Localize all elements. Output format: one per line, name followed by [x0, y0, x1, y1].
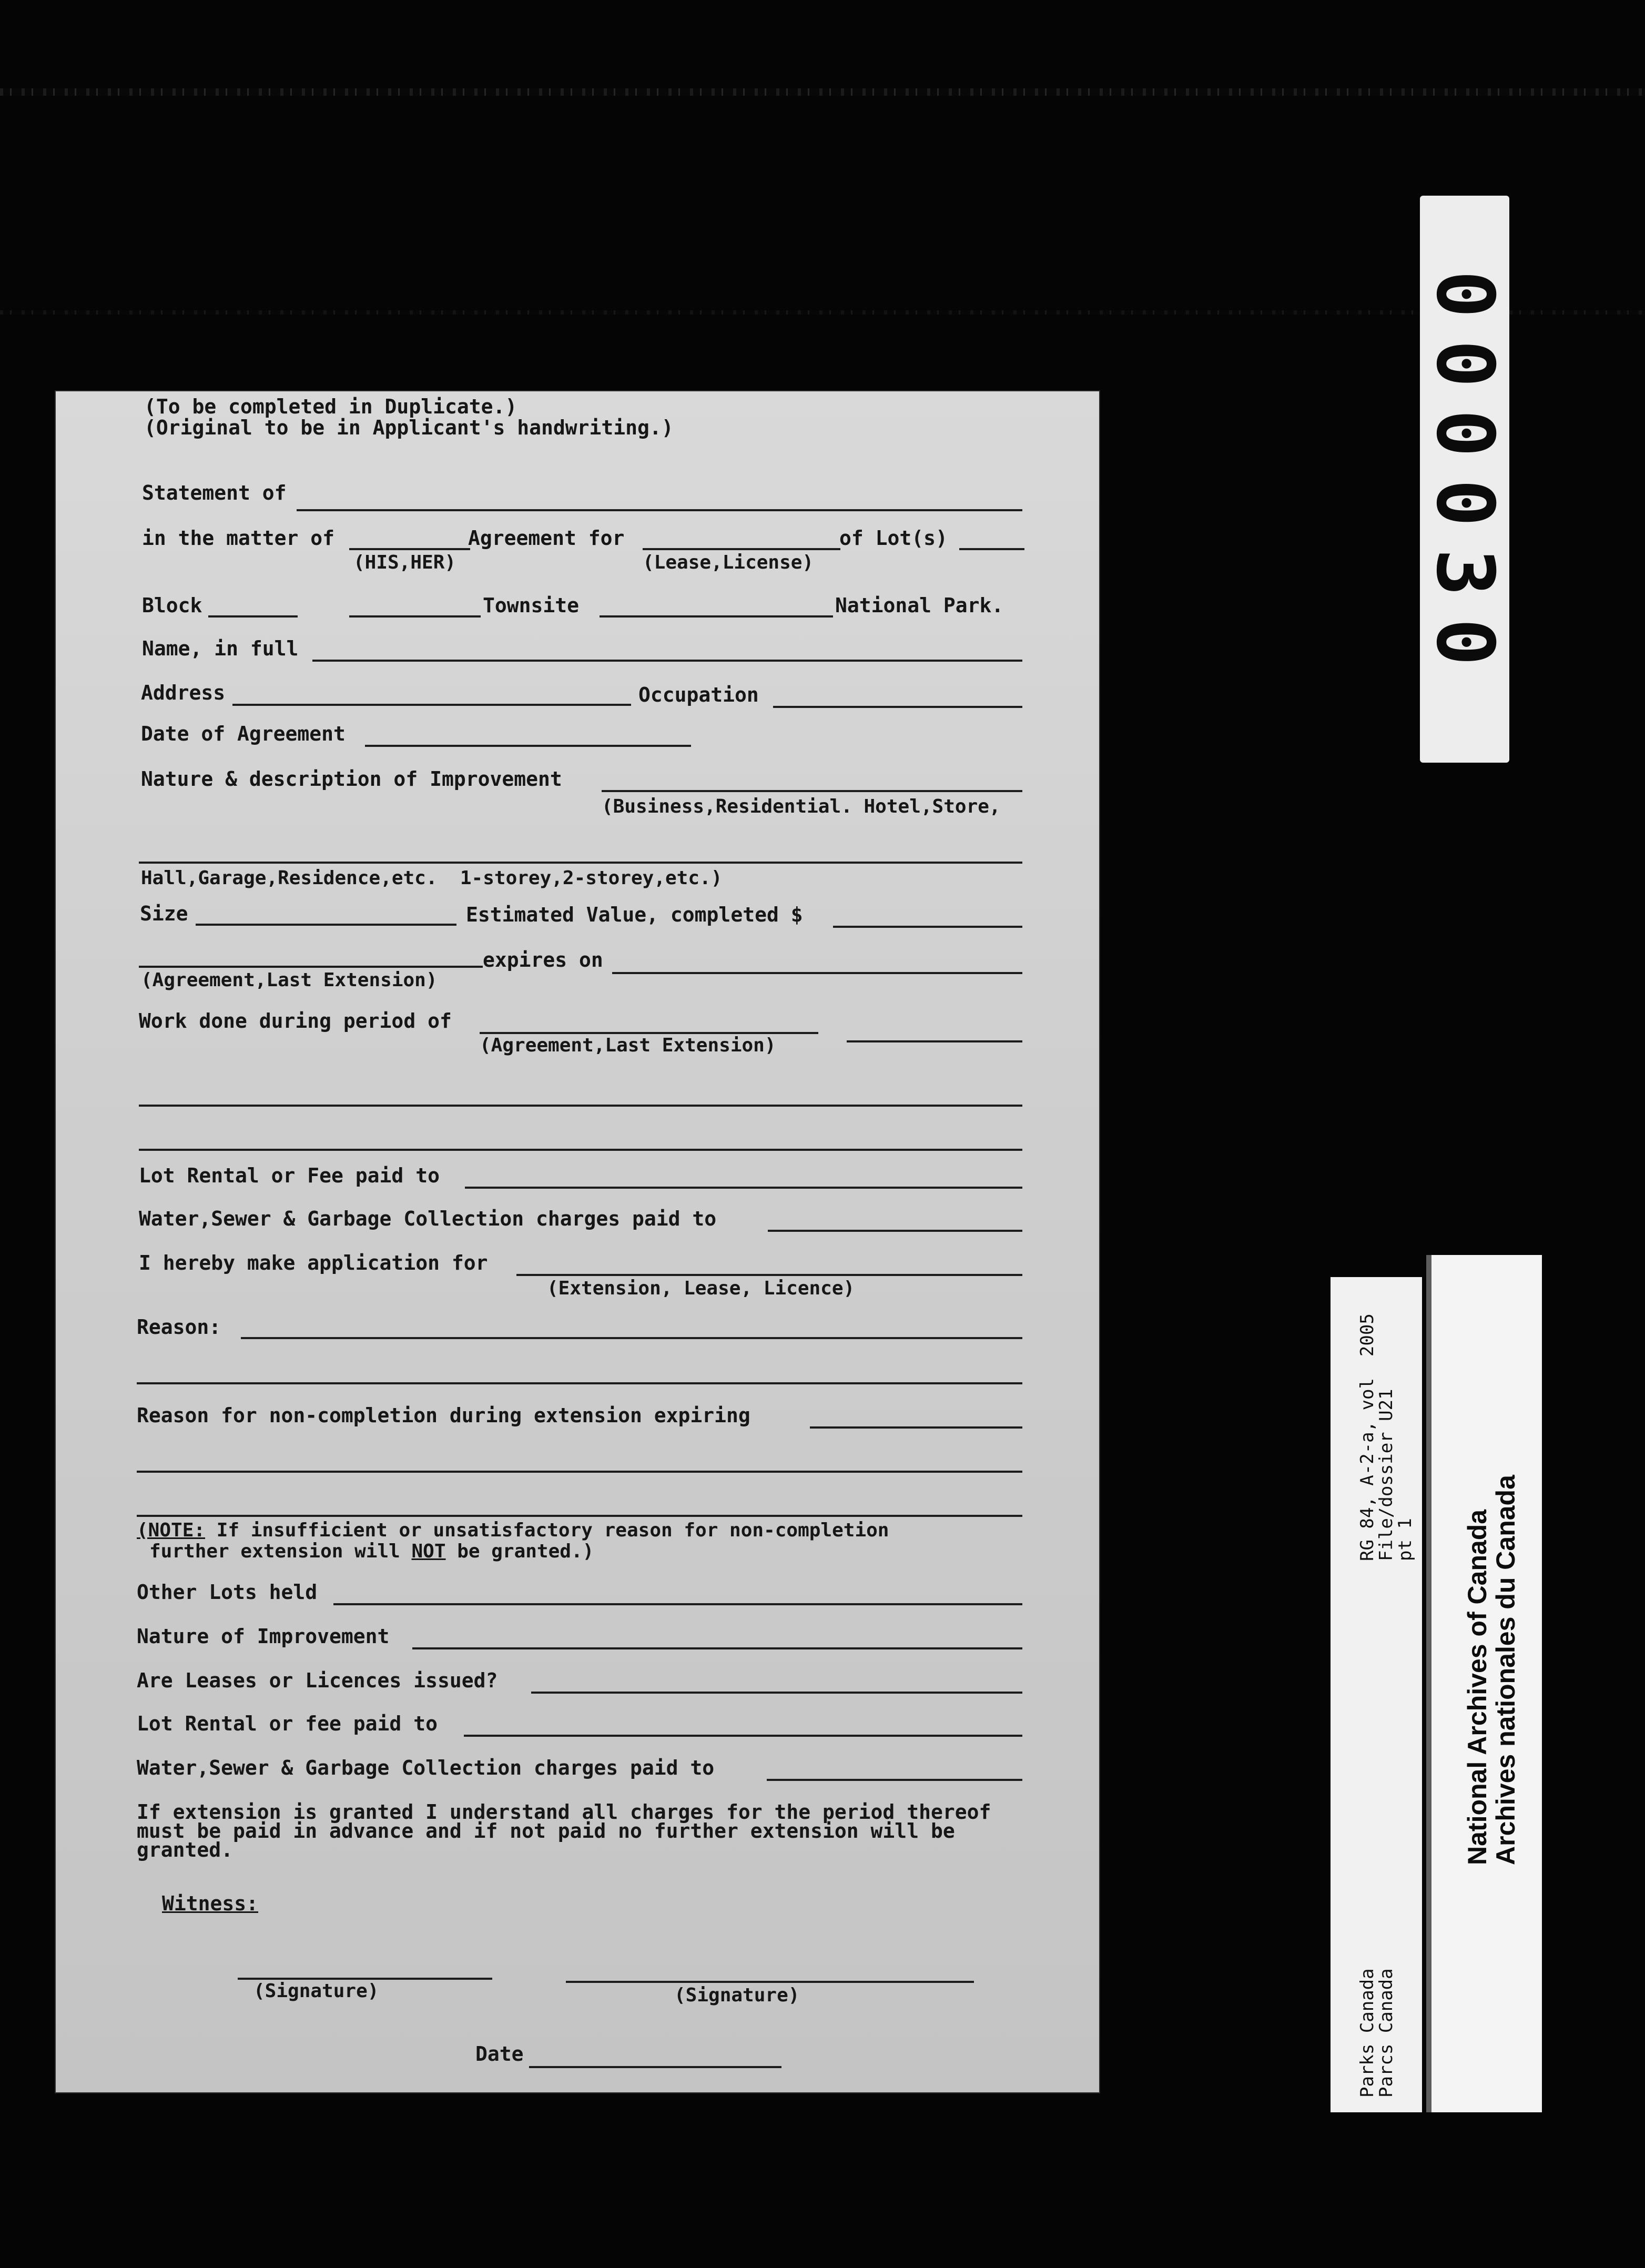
work-done-field-end[interactable]: [847, 1040, 1022, 1042]
work-done-field-2[interactable]: [139, 1105, 1022, 1107]
condition-line-2: must be paid in advance and if not paid no further extension will be: [137, 1819, 955, 1842]
date-label: Date: [475, 2042, 524, 2066]
witness-signature-field[interactable]: [238, 1978, 492, 1980]
note-text-3: be granted.): [445, 1541, 594, 1562]
nature-description-label: Nature & description of Improvement: [141, 767, 562, 791]
archive-reference-label: [1331, 1277, 1422, 2112]
statement-of-field[interactable]: [297, 509, 1022, 511]
header-handwriting: (Original to be in Applicant's handwriting.): [144, 416, 674, 439]
lots-field[interactable]: [959, 548, 1024, 550]
agency-name-fr: Parcs Canada: [1376, 1968, 1397, 2098]
nature-of-improvement-label: Nature of Improvement: [137, 1625, 390, 1648]
block-label: Block: [142, 594, 202, 617]
note-not: NOT: [411, 1541, 446, 1562]
townsite-name-field[interactable]: [349, 615, 481, 617]
application-form-page: [55, 390, 1100, 2093]
name-in-full-label: Name, in full: [142, 637, 299, 660]
national-park-name-field[interactable]: [600, 615, 833, 617]
work-done-period-field[interactable]: [480, 1032, 818, 1034]
water-sewer-label: Water,Sewer & Garbage Collection charges paid to: [139, 1207, 717, 1230]
occupation-field[interactable]: [773, 706, 1022, 708]
note-text-2: further extension will: [149, 1541, 412, 1562]
other-lots-label: Other Lots held: [137, 1581, 318, 1604]
note-line-2: [149, 1542, 594, 1561]
address-field[interactable]: [232, 704, 631, 706]
condition-line-1: If extension is granted I understand all charges for the period thereof: [137, 1800, 991, 1824]
lot-rental-label: Lot Rental or Fee paid to: [139, 1164, 440, 1187]
address-label: Address: [141, 681, 226, 704]
reason-non-completion-field[interactable]: [810, 1426, 1022, 1429]
size-label: Size: [140, 902, 188, 925]
name-in-full-field[interactable]: [312, 660, 1022, 662]
nature-hint-1: (Business,Residential. Hotel,Store,: [602, 796, 1001, 817]
lease-license-field[interactable]: [643, 548, 840, 550]
reason-non-completion-field-2[interactable]: [137, 1471, 1022, 1473]
leases-issued-field[interactable]: [531, 1692, 1022, 1694]
lot-rental-field[interactable]: [465, 1187, 1022, 1189]
nature-description-field[interactable]: [602, 790, 1022, 792]
note-line-1: [137, 1521, 889, 1540]
nature-of-improvement-field[interactable]: [412, 1647, 1022, 1649]
frame-counter-number: 000030: [1419, 270, 1510, 688]
date-of-agreement-field[interactable]: [365, 745, 691, 747]
national-archives-label: [1426, 1255, 1542, 2112]
size-field[interactable]: [196, 924, 456, 926]
condition-line-3: granted.: [137, 1838, 233, 1861]
agreement-for-label: Agreement for: [468, 526, 625, 550]
water-sewer-field-2[interactable]: [767, 1779, 1022, 1781]
statement-of-label: Statement of: [142, 481, 287, 504]
note-label: (NOTE:: [137, 1520, 206, 1541]
hereby-apply-field[interactable]: [516, 1274, 1022, 1276]
witness-signature-hint: (Signature): [253, 1980, 379, 2002]
hereby-apply-hint: (Extension, Lease, Licence): [547, 1278, 855, 1299]
hereby-apply-label: I hereby make application for: [139, 1251, 488, 1274]
applicant-signature-hint: (Signature): [674, 1984, 800, 2006]
date-of-agreement-label: Date of Agreement: [141, 722, 346, 745]
note-top-rule: [137, 1515, 1022, 1517]
block-field[interactable]: [208, 615, 298, 617]
his-her-hint: (HIS,HER): [353, 552, 456, 573]
reason-field[interactable]: [241, 1337, 1022, 1339]
of-lots-label: of Lot(s): [839, 526, 948, 550]
leases-issued-label: Are Leases or Licences issued?: [137, 1669, 498, 1692]
note-text-1: If insufficient or unsatisfactory reason for non-completion: [205, 1520, 889, 1541]
witness-label: Witness:: [162, 1892, 259, 1915]
estimated-value-label: Estimated Value, completed $: [466, 903, 803, 926]
lot-rental-fee-label: Lot Rental or fee paid to: [137, 1712, 438, 1735]
header-duplicate: (To be completed in Duplicate.): [144, 395, 517, 418]
agreement-extension-hint: (Agreement,Last Extension): [141, 969, 438, 991]
reason-label: Reason:: [137, 1315, 221, 1339]
nature-description-field-2[interactable]: [139, 862, 1022, 864]
national-park-label: National Park.: [835, 594, 1004, 617]
archive-reference-line-2: File/dossier U21: [1376, 1389, 1397, 1561]
lease-license-hint: (Lease,License): [643, 552, 814, 573]
expires-on-label: expires on: [483, 948, 603, 971]
water-sewer-label-2: Water,Sewer & Garbage Collection charges paid to: [137, 1756, 715, 1779]
water-sewer-field[interactable]: [768, 1230, 1022, 1232]
archive-reference-line-3: pt 1: [1395, 1518, 1416, 1561]
townsite-label: Townsite: [483, 594, 580, 617]
occupation-label: Occupation: [638, 683, 759, 706]
archive-reference-line-1: RG 84, A-2-a, vol 2005: [1357, 1313, 1378, 1561]
archives-name-en: National Archives of Canada: [1463, 1509, 1492, 1865]
expires-on-field[interactable]: [612, 972, 1022, 974]
nature-hint-2: Hall,Garage,Residence,etc. 1-storey,2-storey,etc.): [141, 867, 723, 889]
archives-name-fr: Archives nationales du Canada: [1491, 1475, 1520, 1865]
frame-counter-label: [1420, 196, 1509, 763]
estimated-value-field[interactable]: [833, 926, 1022, 928]
agency-name-en: Parks Canada: [1357, 1968, 1378, 2098]
agreement-extension-field[interactable]: [139, 966, 483, 968]
applicant-signature-field[interactable]: [566, 1981, 974, 1983]
film-edge-speckle-lower: [0, 310, 1645, 315]
reason-non-completion-label: Reason for non-completion during extension expiring: [137, 1404, 750, 1427]
his-her-field[interactable]: [349, 548, 470, 550]
reason-field-2[interactable]: [137, 1382, 1022, 1384]
other-lots-field[interactable]: [333, 1603, 1022, 1605]
lot-rental-fee-field[interactable]: [464, 1735, 1022, 1737]
matter-of-label: in the matter of: [142, 526, 335, 550]
film-edge-speckle: [0, 88, 1645, 96]
date-field[interactable]: [529, 2066, 781, 2068]
work-done-field-3[interactable]: [139, 1149, 1022, 1151]
work-done-label: Work done during period of: [139, 1009, 452, 1032]
work-done-hint: (Agreement,Last Extension): [480, 1035, 776, 1056]
